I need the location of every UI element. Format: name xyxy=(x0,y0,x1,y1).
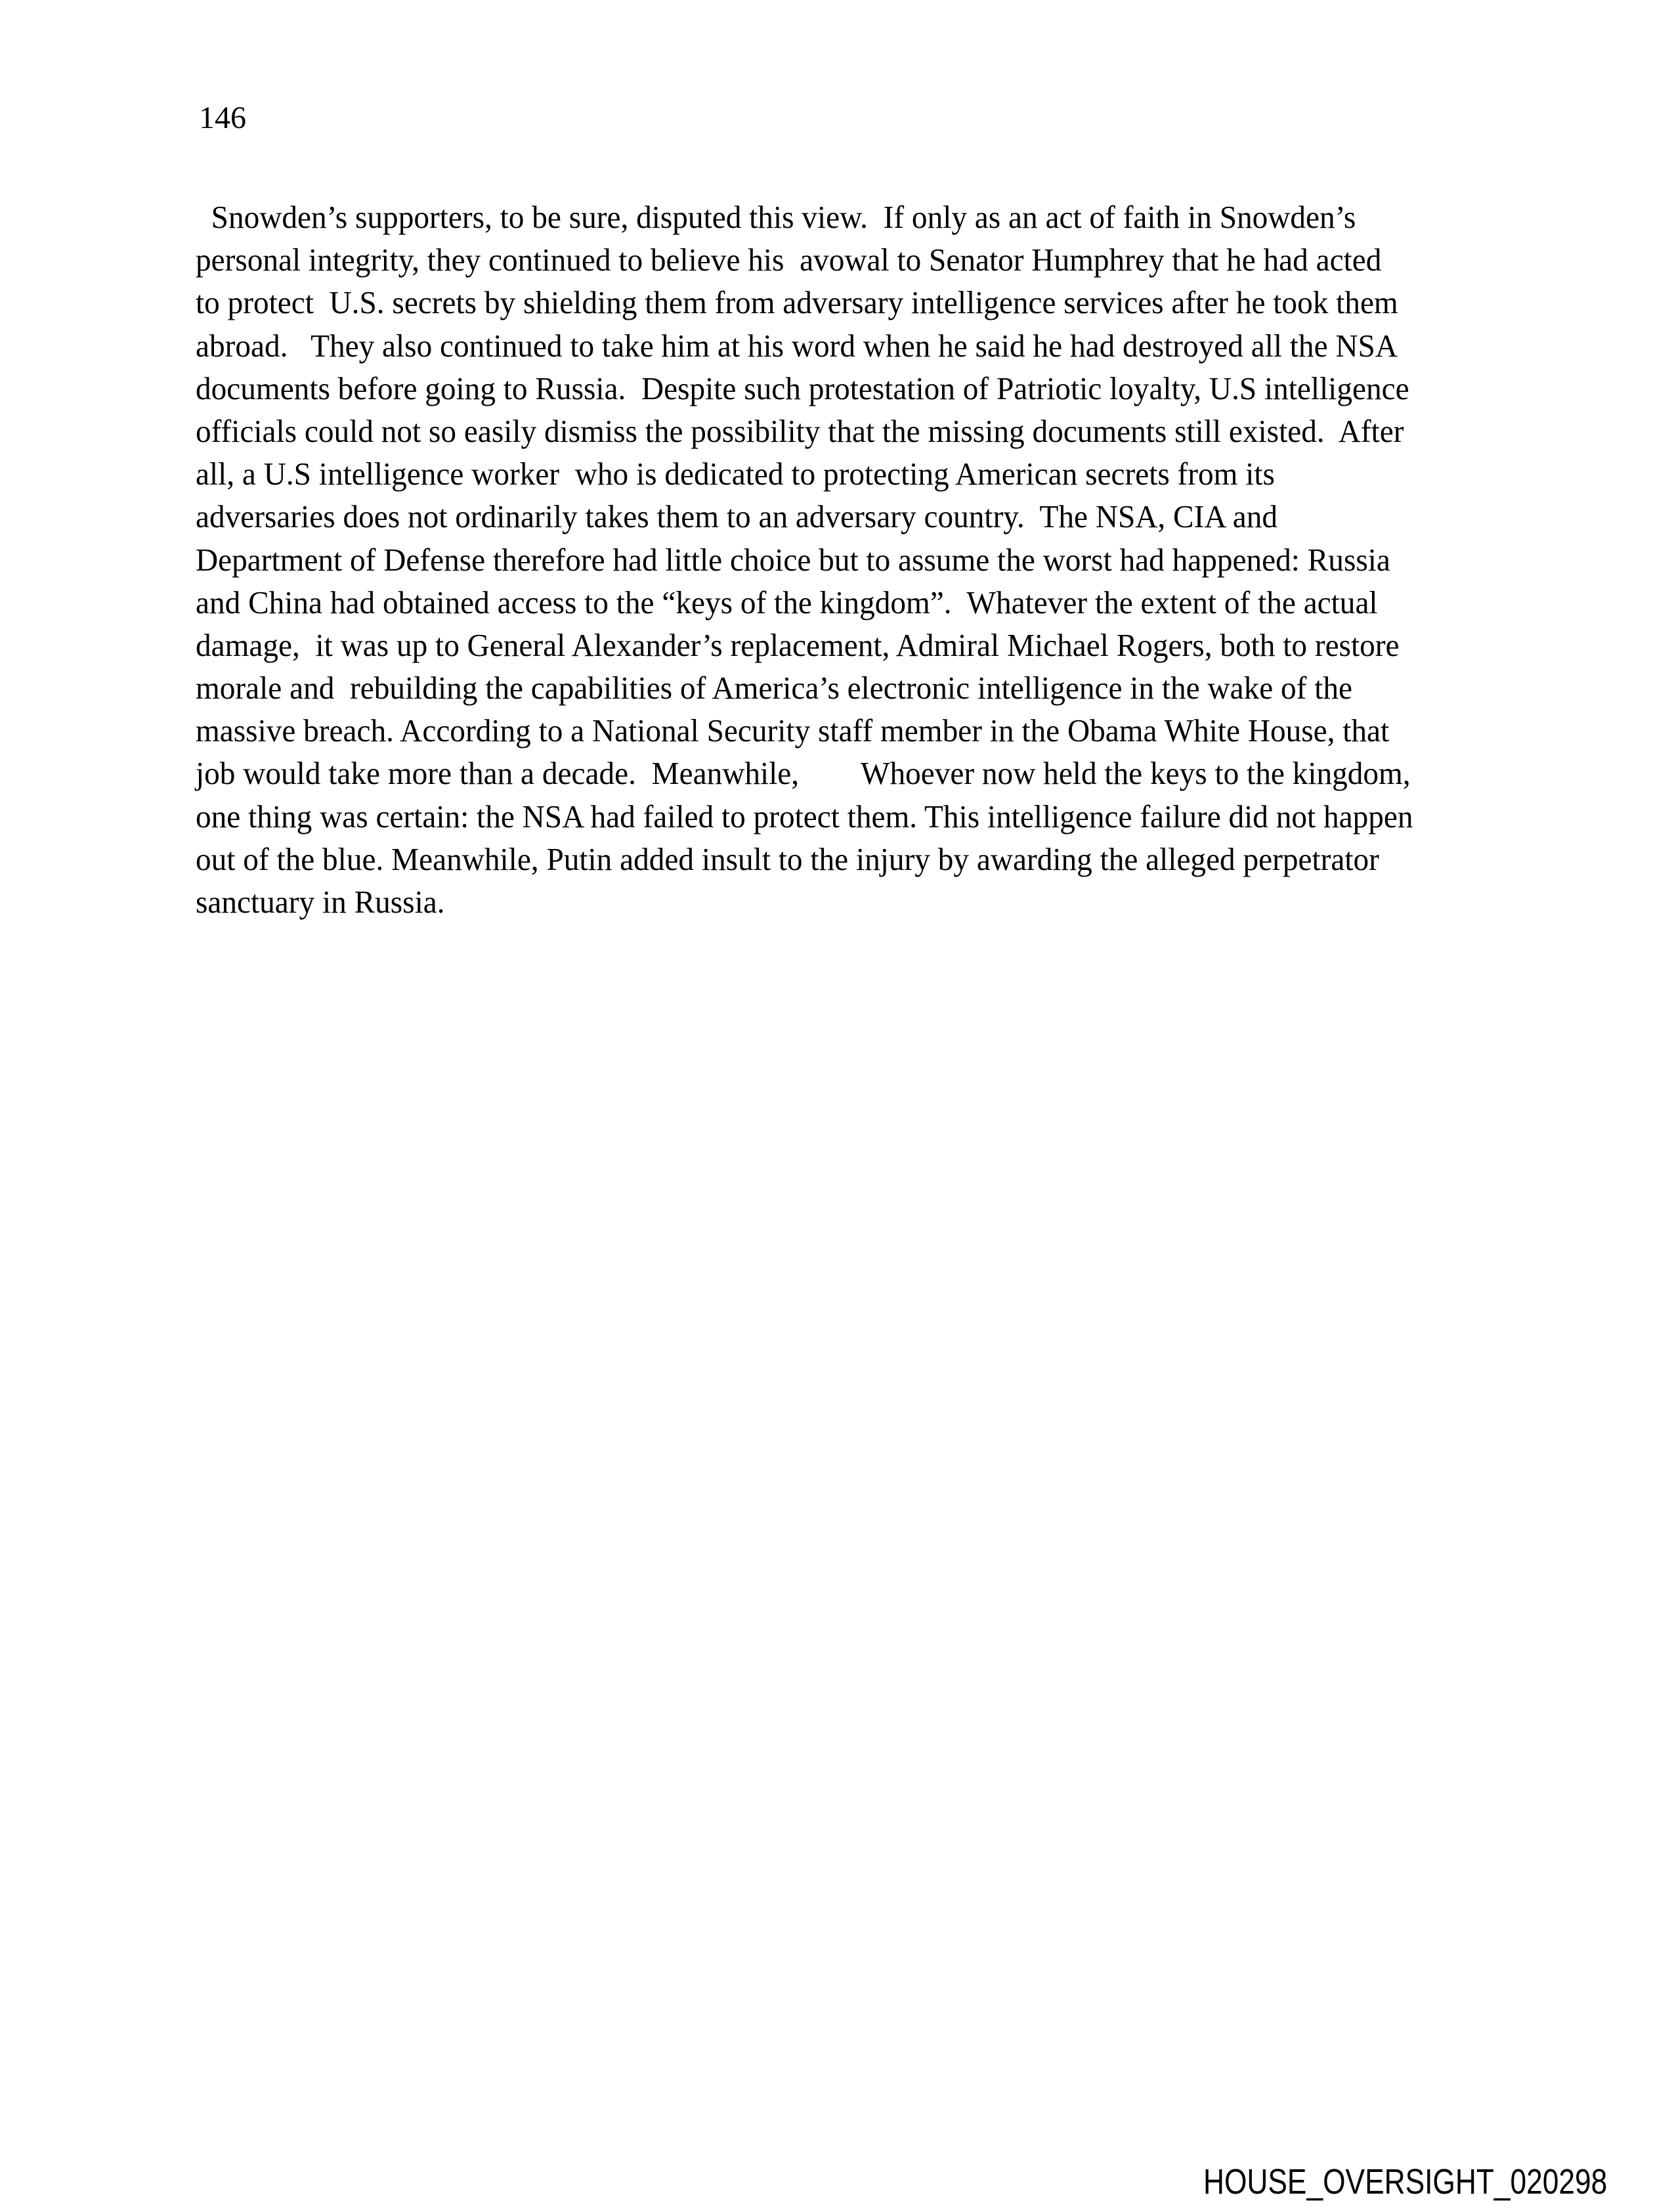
paragraph-line: officials could not so easily dismiss the possibility that the missing documents still existed. After xyxy=(196,412,1404,449)
paragraph-line: to protect U.S. secrets by shielding them from adversary intelligence services after he took them xyxy=(196,284,1398,321)
paragraph-line: massive breach. According to a National Security staff member in the Obama White House, that xyxy=(196,712,1390,749)
paragraph-line: documents before going to Russia. Despite such protestation of Patriotic loyalty, U.S intelligence xyxy=(196,370,1409,406)
paragraph-line: personal integrity, they continued to believe his avowal to Senator Humphrey that he had acted xyxy=(196,242,1382,278)
body-paragraph xyxy=(196,196,1509,923)
bates-stamp: HOUSE_OVERSIGHT_020298 xyxy=(1203,2162,1608,2201)
paragraph-line: one thing was certain: the NSA had failed to protect them. This intelligence failure did not happen xyxy=(196,798,1413,835)
paragraph-line: and China had obtained access to the “keys of the kingdom”. Whatever the extent of the actual xyxy=(196,584,1378,620)
paragraph-line: abroad. They also continued to take him at his word when he said he had destroyed all the NSA xyxy=(196,327,1398,364)
paragraph-line: sanctuary in Russia. xyxy=(196,884,445,920)
paragraph-line: out of the blue. Meanwhile, Putin added insult to the injury by awarding the alleged perpetrator xyxy=(196,840,1379,877)
paragraph-line: Snowden’s supporters, to be sure, disputed this view. If only as an act of faith in Snowden’s xyxy=(196,199,1356,235)
paragraph-line: job would take more than a decade. Meanwhile, Whoever now held the keys to the kingdom, xyxy=(196,755,1411,792)
paragraph-line: all, a U.S intelligence worker who is dedicated to protecting American secrets from its xyxy=(196,456,1275,492)
paragraph-line: damage, it was up to General Alexander’s replacement, Admiral Michael Rogers, both to restore xyxy=(196,626,1400,663)
page-number: 146 xyxy=(199,100,246,135)
paragraph-line: morale and rebuilding the capabilities of America’s electronic intelligence in the wake of the xyxy=(196,670,1353,706)
paragraph-line: adversaries does not ordinarily takes them to an adversary country. The NSA, CIA and xyxy=(196,498,1277,535)
paragraph-line: Department of Defense therefore had little choice but to assume the worst had happened: Russia xyxy=(196,541,1390,578)
